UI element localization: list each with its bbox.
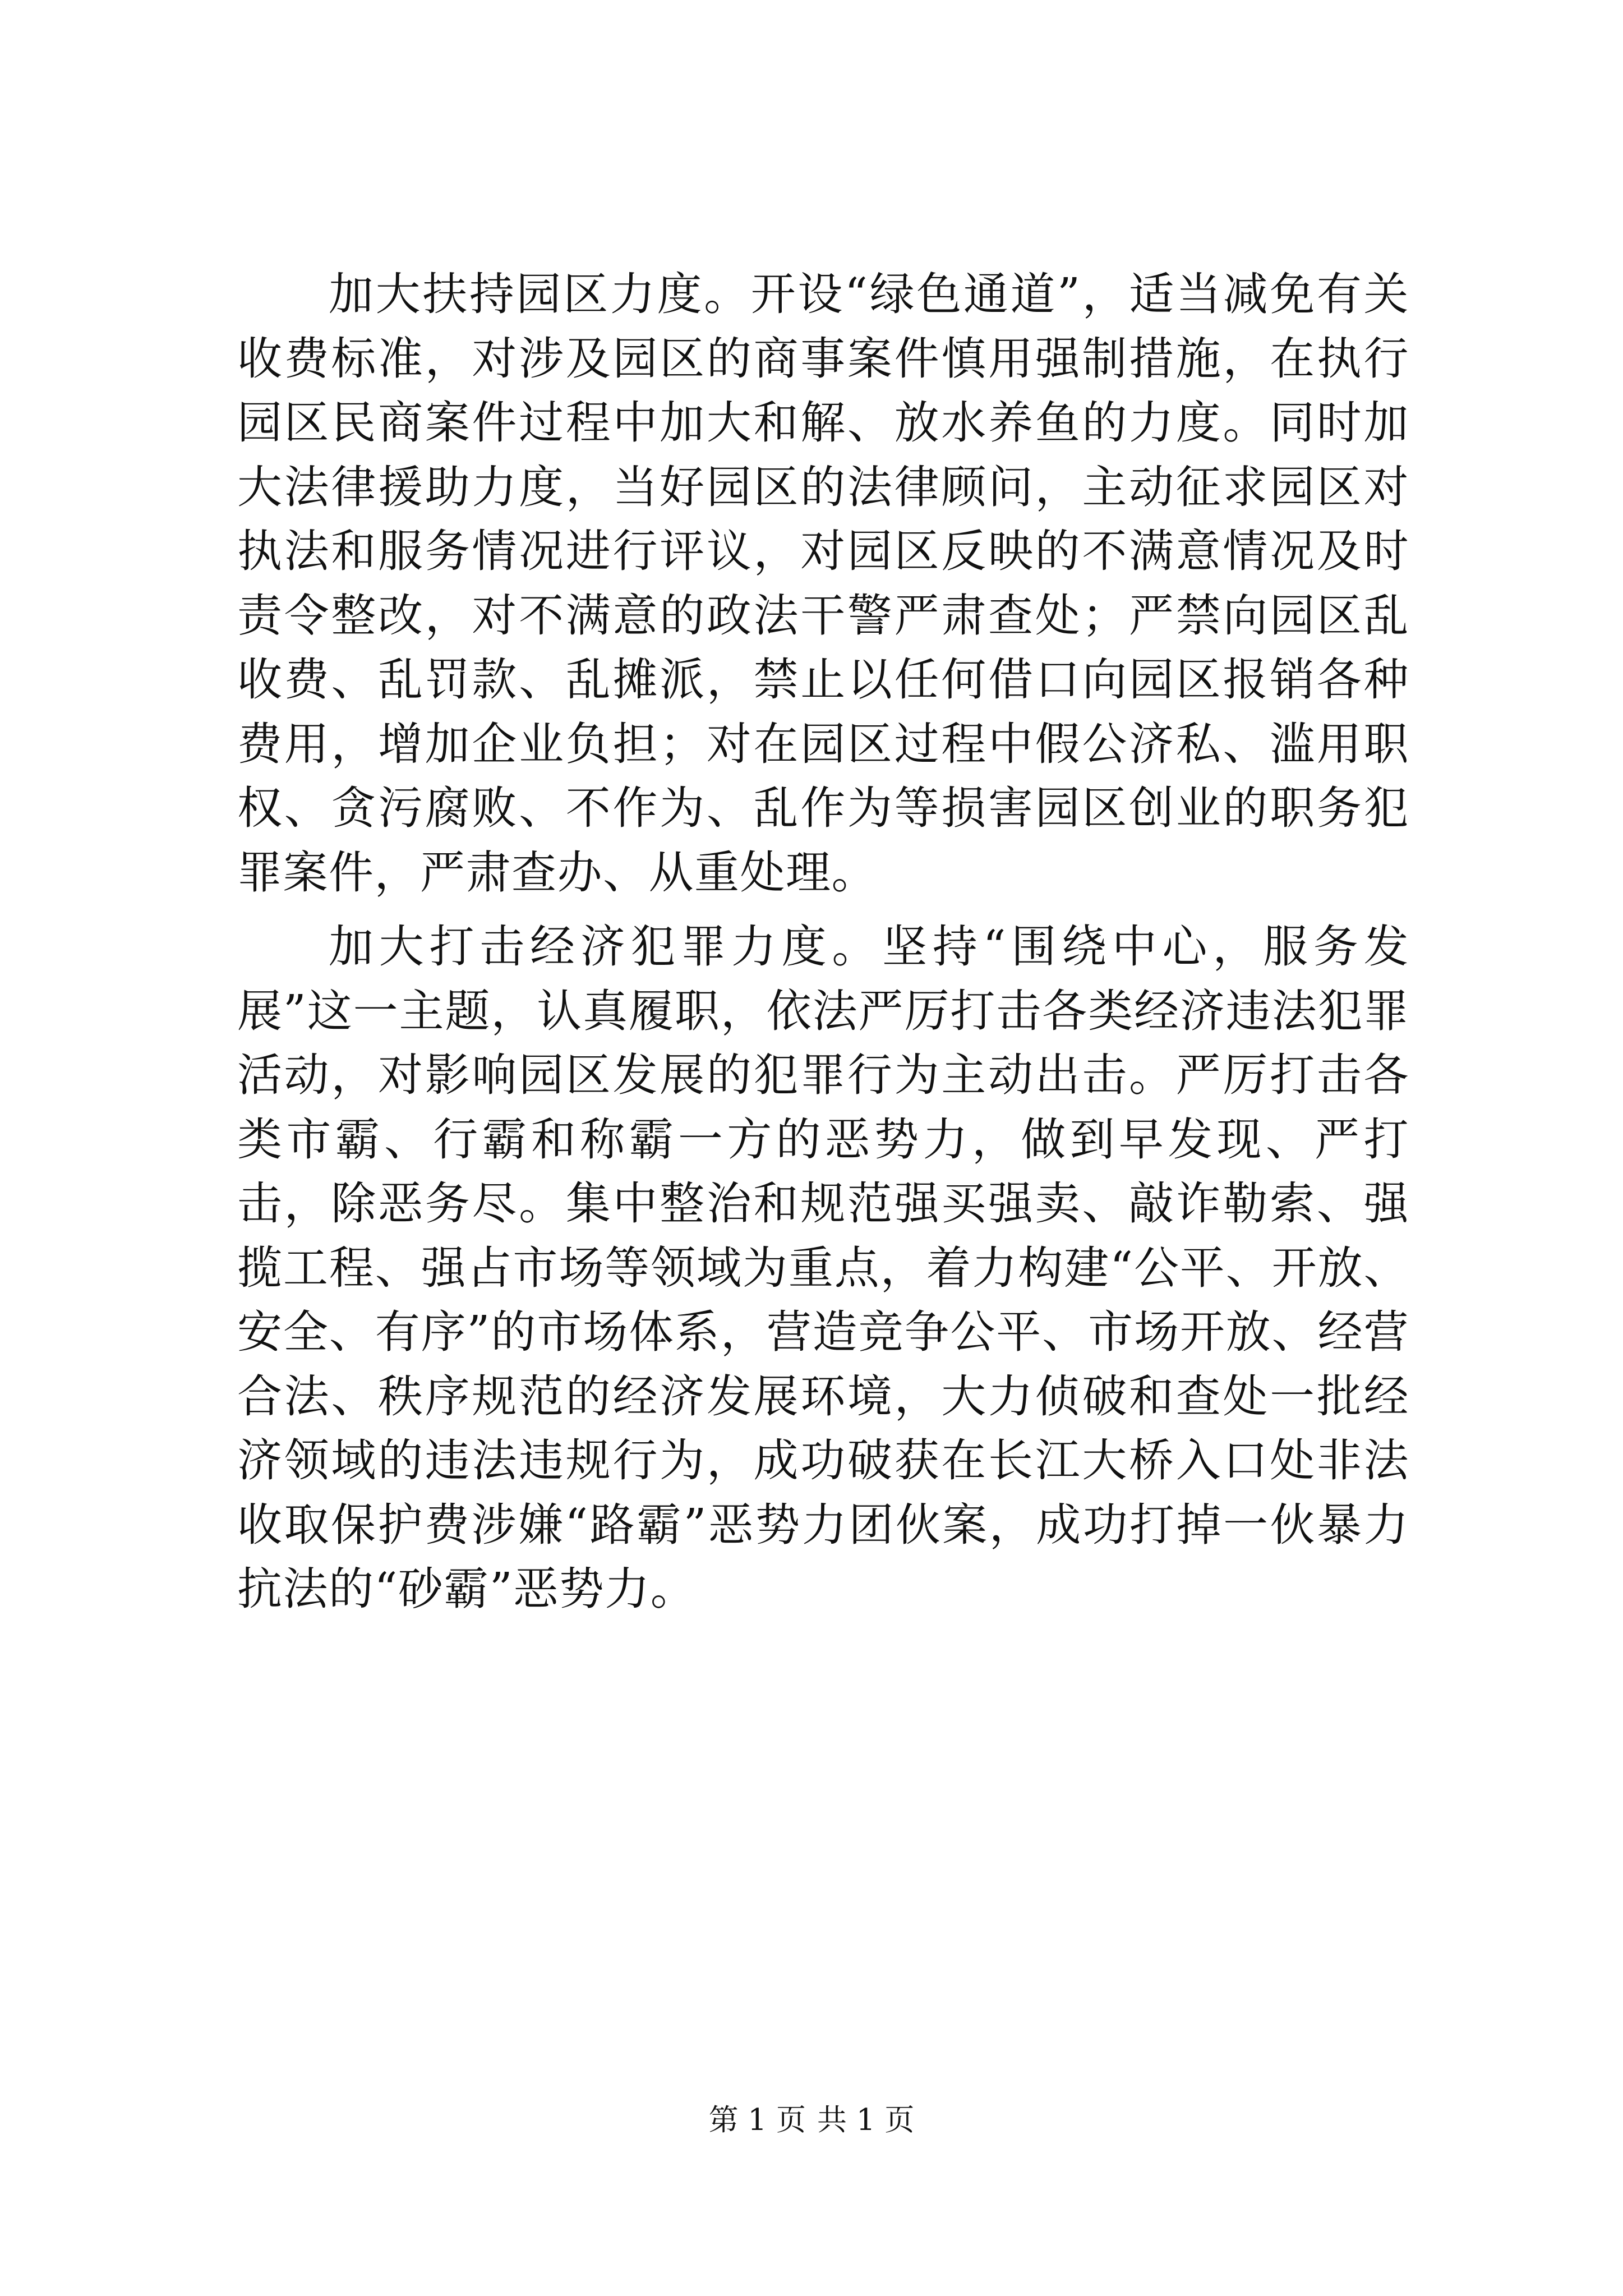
page-footer (0, 2101, 1623, 2140)
paragraph-support-park: 加大扶持园区力度。开设“绿色通道”，适当减免有关收费标准，对涉及园区的商事案件慎用强制措施，在执行园区民商案件过程中加大和解、放水养鱼的力度。同时加大法律援助力度，当好园区的法律顾问，主动征求园区对执法和服务情况进行评议，对园区反映的不满意情况及时责令整改，对不满意的政法干警严肃查处；严禁向园区乱收费、乱罚款、乱摊派，禁止以任何借口向园区报销各种费用，增加企业负担；对在园区过程中假公济私、滥用职权、贪污腐败、不作为、乱作为等损害园区创业的职务犯罪案件，严肃查办、从重处理。 (237, 268, 1409, 899)
page-number: 第 1 页 (708, 2103, 806, 2137)
document-body (237, 263, 1409, 1632)
page-total: 共 1 页 (817, 2103, 915, 2137)
paragraph-economic-crime: 加大打击经济犯罪力度。坚持“围绕中心，服务发展”这一主题，认真履职，依法严厉打击各类经济违法犯罪活动，对影响园区发展的犯罪行为主动出击。严厉打击各类市霸、行霸和称霸一方的恶势力，做到早发现、严打击，除恶务尽。集中整治和规范强买强卖、敲诈勒索、强揽工程、强占市场等领域为重点，着力构建“公平、开放、安全、有序”的市场体系，营造竞争公平、市场开放、经营合法、秩序规范的经济发展环境，大力侦破和查处一批经济领域的违法违规行为，成功破获在长江大桥入口处非法收取保护费涉嫌“路霸”恶势力团伙案，成功打掉一伙暴力抗法的“砂霸”恶势力。 (237, 921, 1409, 1615)
